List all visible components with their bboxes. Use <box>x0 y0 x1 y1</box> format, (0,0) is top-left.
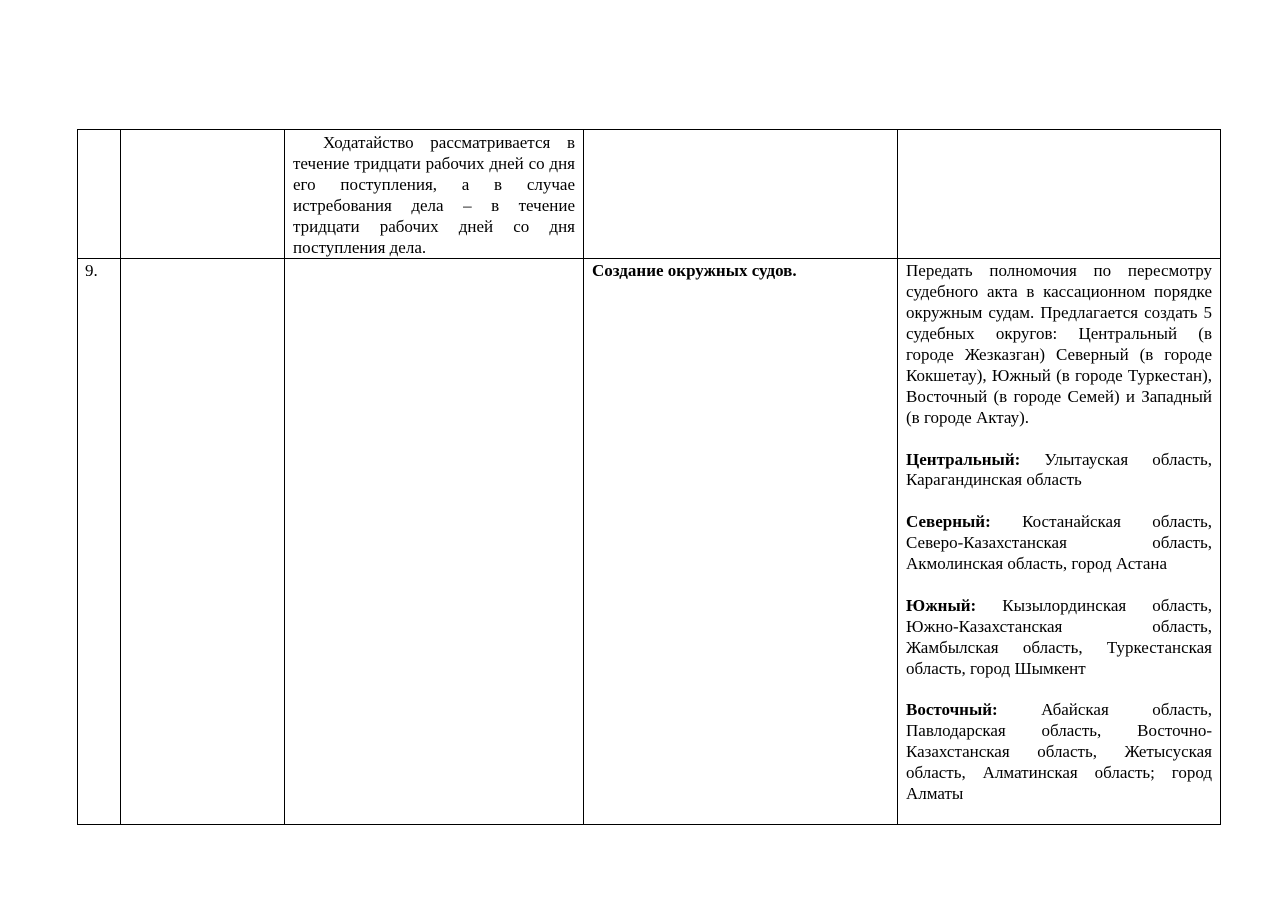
district-name: Восточный: <box>906 700 998 720</box>
document-table <box>77 129 1221 825</box>
proposal-description: Передать полномочия по пересмотру судебного акта в кассационном порядке окружным судам. Предлагается создать 5 судебных округов: Центральный (в городе Жезказган) Северный (в городе Кокшетау), Южный (в городе Туркестан), Восточный (в городе Семей) и Западный (в городе Актау). <box>906 261 1212 427</box>
table-row <box>78 259 1221 825</box>
district-regions: Улытауская область, Карагандинская область <box>906 449 1212 490</box>
district-regions: Абайская область, Павлодарская область, Восточно-Казахстанская область, Жетысуская область, Алматинская область; город Алматы <box>906 700 1212 804</box>
table-cell <box>584 259 898 825</box>
table-cell <box>121 130 285 259</box>
district-name: Центральный: <box>906 449 1021 469</box>
district-north <box>906 512 1212 575</box>
district-regions: Костанайская область, Северо-Казахстанская область, Акмолинская область, город Астана <box>906 512 1212 574</box>
table-cell <box>898 130 1221 259</box>
table-row <box>78 130 1221 259</box>
districts-cell <box>898 259 1221 825</box>
proposal-title: Создание окружных судов. <box>592 261 797 281</box>
district-name: Южный: <box>906 595 977 615</box>
district-name: Северный: <box>906 512 991 532</box>
district-east <box>906 700 1212 805</box>
district-south <box>906 596 1212 680</box>
table-cell <box>584 130 898 259</box>
row-number: 9. <box>85 261 98 281</box>
row-number-cell <box>78 259 121 825</box>
row-number-cell <box>78 130 121 259</box>
table-cell <box>285 259 584 825</box>
district-central <box>906 450 1212 492</box>
table-cell <box>285 130 584 259</box>
district-regions: Кызылординская область, Южно-Казахстанская область, Жамбылская область, Туркестанская область, город Шымкент <box>906 595 1212 678</box>
petition-text: Ходатайство рассматривается в течение тридцати рабочих дней со дня его поступления, а в случае истребования дела – в течение тридцати рабочих дней со дня поступления дела. <box>293 133 575 257</box>
table-cell <box>121 259 285 825</box>
